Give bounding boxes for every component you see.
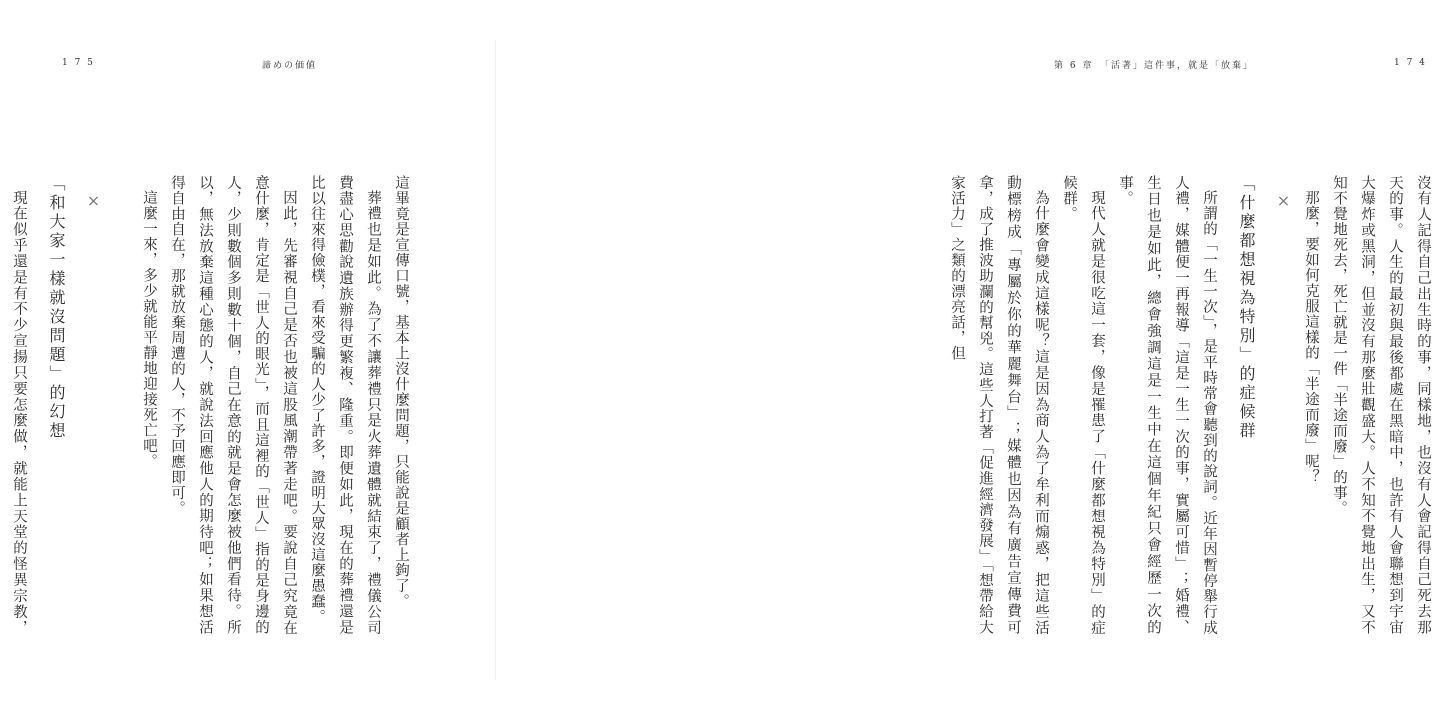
paragraph: 為什麼會變成這樣呢？這是因為商人為了牟利而煽惑，把這些活動標榜成「專屬於你的華麗舞台」；媒體也因為有廣告宣傳費可拿，成了推波助瀾的幫兇。這些人打著「促進經濟發展」「想帶給大家活力」之類的漂亮話，但: [949, 175, 1049, 635]
right-page-number: 1 7 4: [1394, 58, 1427, 68]
paragraph: 沒有人記得自己出生時的事，同樣地，也沒有人會記得自己死去那天的事。人生的最初與最後都處在黑暗中，也許有人會聯想到宇宙大爆炸或黑洞，但並沒有那麼壯觀盛大。人不知不覺地出生，又不知不覺地死去，死亡就是一件「半途而廢」的事。: [1331, 175, 1431, 635]
right-body-text: [949, 175, 1437, 635]
left-page: [0, 0, 495, 703]
paragraph: 這畢竟是宣傳口號，基本上沒什麼問題，只能說是顧者上鉤了。: [393, 175, 409, 609]
section-mark-icon: ×: [1274, 191, 1293, 211]
right-running-title: 第 6 章 「活著」這件事，就是「放棄」: [1054, 61, 1254, 71]
paragraph: 這麼一來，多少就能平靜地迎接死亡吧。: [141, 189, 157, 469]
paragraph: 現在似乎還是有不少宣揚只要怎麼做，就能上天堂的怪異宗教，: [11, 189, 27, 635]
left-body-text: [11, 175, 415, 635]
section-mark-icon: ×: [84, 191, 103, 211]
right-page: [496, 0, 1431, 703]
paragraph: 那麼，要如何克服這樣的「半途而廢」呢？: [1303, 189, 1319, 484]
section-heading: 「什麼都想視為特別」的症候群: [1237, 175, 1256, 441]
paragraph: 現代人就是很吃這一套，像是罹患了「什麼都想視為特別」的症候群。: [1061, 175, 1105, 635]
left-page-number: 1 7 5: [62, 58, 95, 68]
paragraph: 葬禮也是如此。為了不讓葬禮只是火葬遺體就結束了，禮儀公司費盡心思勸說遺族辦得更繁複、隆重。即便如此，現在的葬禮還是比以往來得儉樸，看來受騙的人少了許多，證明大眾沒這麼愚蠢。: [309, 175, 381, 635]
paragraph: 因此，先審視自己是否也被這股風潮帶著走吧。要說自己究竟在意什麼，肯定是「世人的眼光」，而且這裡的「世人」指的是身邊的人，少則數個多則數十個，自己在意的就是會怎麼被他們看待。所以，無法放棄這種心態的人，就說法回應他人的期待吧；如果想活得自由自在，那就放棄周遭的人，不予回應即可。: [169, 175, 297, 635]
left-running-title: 諦めの価値: [262, 61, 318, 71]
paragraph: 所謂的「一生一次」，是平時常會聽到的說詞。近年因暫停舉行成人禮，媒體便一再報導「這是一生一次的事，實屬可惜」；婚禮、生日也是如此，總會強調這是一生中在這個年紀只會經歷一次的事。: [1117, 175, 1217, 635]
section-heading: 「和大家一樣就沒問題」的幻想: [47, 175, 66, 441]
